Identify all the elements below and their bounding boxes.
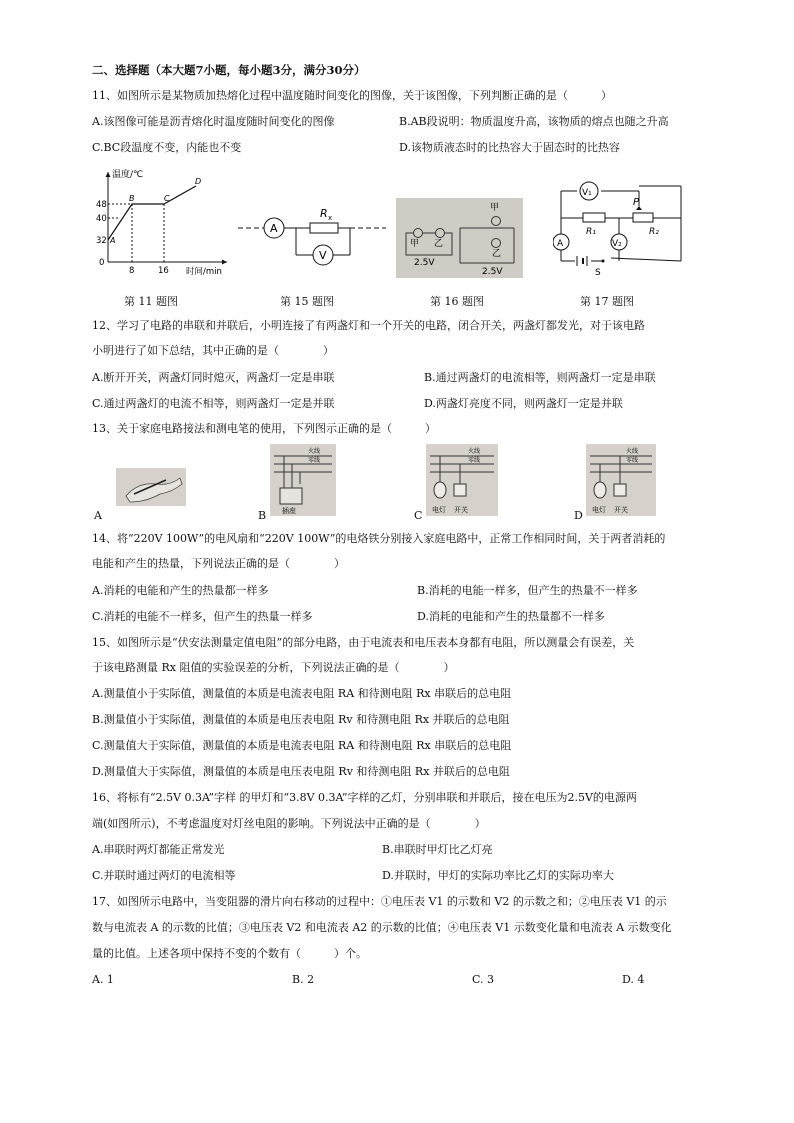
r2-label: R₂ — [649, 227, 659, 237]
figure-11-graph — [92, 168, 232, 280]
q17-option-c: C. 3 — [472, 973, 495, 986]
lamp-jia-parallel — [492, 217, 501, 226]
fire-label: 火线 — [468, 448, 481, 455]
lamp-label: 电灯 — [432, 506, 446, 514]
q15-option-c: C.测量值大于实际值，测量值的本质是电流表电阻 RA 和待测电阻 Rx 串联后的总电阻 — [92, 739, 512, 752]
q17-stem-line3: 量的比值。上述各项中保持不变的个数有（ ）个。 — [92, 947, 367, 960]
q17-stem-line1: 17、如图所示电路中，当变阻器的滑片向右移动的过程中：①电压表 V1 的示数和 V2 的示数之和；②电压表 V1 的示 — [92, 895, 667, 908]
x-tick-16: 16 — [158, 266, 169, 276]
q13-figure-b — [270, 444, 336, 516]
switch-label: 开关 — [614, 506, 628, 514]
switch-label: 开关 — [454, 506, 468, 514]
q13-stem: 13、关于家庭电路接法和测电笔的使用，下列图示正确的是（ ） — [92, 422, 436, 435]
q12-stem-line2: 小明进行了如下总结，其中正确的是（ ） — [92, 344, 334, 357]
q13-label-d: D — [574, 509, 583, 522]
q11-option-a: A.该图像可能是沥青熔化时温度随时间变化的图像 — [92, 115, 335, 128]
point-b-label: B — [129, 194, 135, 203]
switch-symbol — [454, 484, 466, 496]
section-title: 二、选择题（本大题7小题，每小题3分，满分30分） — [92, 63, 366, 77]
voltage-left: 2.5V — [414, 258, 435, 268]
q16-stem-line1: 16、将标有“2.5V 0.3A”字样 的甲灯和“3.8V 0.3A”字样的乙灯，分别串联和并联后，接在电压为2.5V的电源两 — [92, 791, 637, 804]
q11-stem: 11、如图所示是某物质加热熔化过程中温度随时间变化的图像，关于该图像，下列判断正确的是（ ） — [92, 89, 612, 102]
q14-stem-line1: 14、将“220V 100W”的电风扇和“220V 100W”的电烙铁分别接入家庭电路中，正常工作相同时间，关于两者消耗的 — [92, 532, 666, 545]
resistor-subscript: x — [328, 214, 333, 222]
figure-15-circuit — [238, 200, 388, 270]
resistor-label: R — [320, 207, 328, 220]
figure-17-circuit — [553, 176, 683, 276]
q13-label-b: B — [258, 509, 267, 522]
y-tick-40: 40 — [96, 214, 107, 224]
q14-option-d: D.消耗的电能和产生的热量都不一样多 — [417, 610, 605, 623]
q17-option-d: D. 4 — [622, 973, 645, 986]
lamp-yi-parallel — [492, 239, 501, 248]
rheostat-r2 — [633, 213, 653, 222]
q16-option-a: A.串联时两灯都能正常发光 — [92, 843, 225, 856]
q11-option-c: C.BC段温度不变，内能也不变 — [92, 141, 242, 154]
q11-option-d: D.该物质液态时的比热容大于固态时的比热容 — [399, 141, 620, 154]
y-tick-48: 48 — [96, 200, 107, 210]
temperature-curve — [108, 186, 196, 240]
lamp-yi-label-right: 乙 — [492, 249, 502, 259]
q12-option-b: B.通过两盏灯的电流相等，则两盏灯一定是串联 — [424, 371, 656, 384]
q16-option-d: D.并联时，甲灯的实际功率比乙灯的实际功率大 — [382, 869, 614, 882]
x-axis-arrow — [222, 260, 227, 265]
zero-label: 零线 — [626, 457, 639, 464]
x-tick-8: 8 — [129, 266, 135, 276]
zero-label: 零线 — [468, 457, 481, 464]
socket-symbol — [280, 488, 302, 504]
q15-option-b: B.测量值小于实际值，测量值的本质是电压表电阻 Rv 和待测电阻 Rx 并联后的总电阻 — [92, 713, 510, 726]
q13-label-c: C — [414, 509, 423, 522]
q14-option-a: A.消耗的电能和产生的热量都一样多 — [92, 584, 269, 597]
ammeter-label: A — [557, 239, 564, 249]
resistor-symbol — [310, 223, 338, 233]
v1-label: V₁ — [582, 188, 592, 198]
q13-figure-d — [586, 444, 656, 516]
caption-11: 第 11 题图 — [124, 295, 178, 308]
switch-pivot — [602, 260, 605, 263]
q13-figure-c — [426, 444, 498, 516]
resistor-r1 — [583, 213, 605, 222]
voltmeter-label: V — [319, 249, 327, 262]
q15-option-d: D.测量值大于实际值，测量值的本质是电压表电阻 Rv 和待测电阻 Rx 并联后的总电阻 — [92, 765, 510, 778]
ammeter-label: A — [270, 222, 278, 235]
point-c-label: C — [164, 194, 170, 203]
q11-option-b: B.AB段说明：物质温度升高，该物质的熔点也随之升高 — [399, 115, 669, 128]
point-d-label: D — [195, 177, 202, 186]
q16-option-c: C.并联时通过两灯的电流相等 — [92, 869, 236, 882]
q15-stem-line1: 15、如图所示是“伏安法测量定值电阻”的部分电路，由于电流表和电压表本身都有电阻，所以测量会有误差，关 — [92, 636, 635, 649]
caption-16: 第 16 题图 — [430, 295, 484, 308]
voltage-right: 2.5V — [482, 267, 503, 277]
lamp-jia-series — [414, 229, 423, 238]
lamp-label: 电灯 — [592, 506, 606, 514]
q12-option-c: C.通过两盏灯的电流不相等，则两盏灯一定是并联 — [92, 397, 335, 410]
q12-option-a: A.断开开关，两盏灯同时熄灭，两盏灯一定是串联 — [92, 371, 335, 384]
y-axis-arrow — [106, 172, 111, 177]
socket-label: 插座 — [282, 507, 296, 515]
q12-stem-line1: 12、学习了电路的串联和并联后，小明连接了有两盏灯和一个开关的电路，闭合开关，两盏灯都发光，对于该电路 — [92, 319, 645, 332]
v2-label: V₂ — [612, 239, 622, 249]
wire — [611, 258, 681, 261]
bulb-symbol — [434, 482, 446, 498]
q14-option-c: C.消耗的电能不一样多，但产生的热量一样多 — [92, 610, 313, 623]
q13-figure-a — [116, 468, 186, 506]
fire-label: 火线 — [626, 448, 639, 455]
p-label: P — [633, 197, 640, 208]
bulb-symbol — [594, 482, 606, 498]
q16-option-b: B.串联时甲灯比乙灯亮 — [382, 843, 493, 856]
caption-17: 第 17 题图 — [580, 295, 634, 308]
figure-16-photo — [396, 198, 523, 278]
q15-stem-line2: 于该电路测量 Rx 阻值的实验误差的分析，下列说法正确的是（ ） — [92, 661, 455, 674]
q17-option-b: B. 2 — [292, 973, 315, 986]
q16-stem-line2: 端(如图所示)，不考虑温度对灯丝电阻的影响。下列说法中正确的是（ ） — [92, 817, 486, 830]
switch-label: S — [595, 268, 601, 276]
lamp-jia-label: 甲 — [410, 239, 420, 249]
q17-stem-line2: 数与电流表 A 的示数的比值；③电压表 V2 和电流表 A2 的示数的比值；④电压表 V1 示数变化量和电流表 A 示数变化 — [92, 921, 672, 934]
point-a-label: A — [110, 236, 116, 245]
lamp-yi-series — [436, 229, 445, 238]
photo-background — [270, 444, 336, 516]
r1-label: R₁ — [586, 227, 596, 237]
origin-label: 0 — [99, 258, 105, 268]
q17-option-a: A. 1 — [92, 973, 114, 986]
caption-15: 第 15 题图 — [280, 295, 334, 308]
q14-option-b: B.消耗的电能一样多，但产生的热量不一样多 — [417, 584, 638, 597]
zero-label: 零线 — [308, 457, 321, 464]
q15-option-a: A.测量值小于实际值，测量值的本质是电流表电阻 RA 和待测电阻 Rx 串联后的总电阻 — [92, 687, 512, 700]
lamp-yi-label: 乙 — [434, 239, 444, 249]
q14-stem-line2: 电能和产生的热量，下列说法正确的是（ ） — [92, 557, 345, 570]
y-axis-label: 温度/℃ — [112, 170, 144, 180]
y-tick-32: 32 — [96, 236, 107, 246]
fire-label: 火线 — [308, 448, 321, 455]
lamp-jia-label-right: 甲 — [490, 203, 500, 213]
q13-label-a: A — [94, 509, 102, 522]
x-axis-label: 时间/min — [186, 267, 222, 277]
switch-symbol — [614, 484, 626, 496]
q12-option-d: D.两盏灯亮度不同，则两盏灯一定是并联 — [424, 397, 623, 410]
